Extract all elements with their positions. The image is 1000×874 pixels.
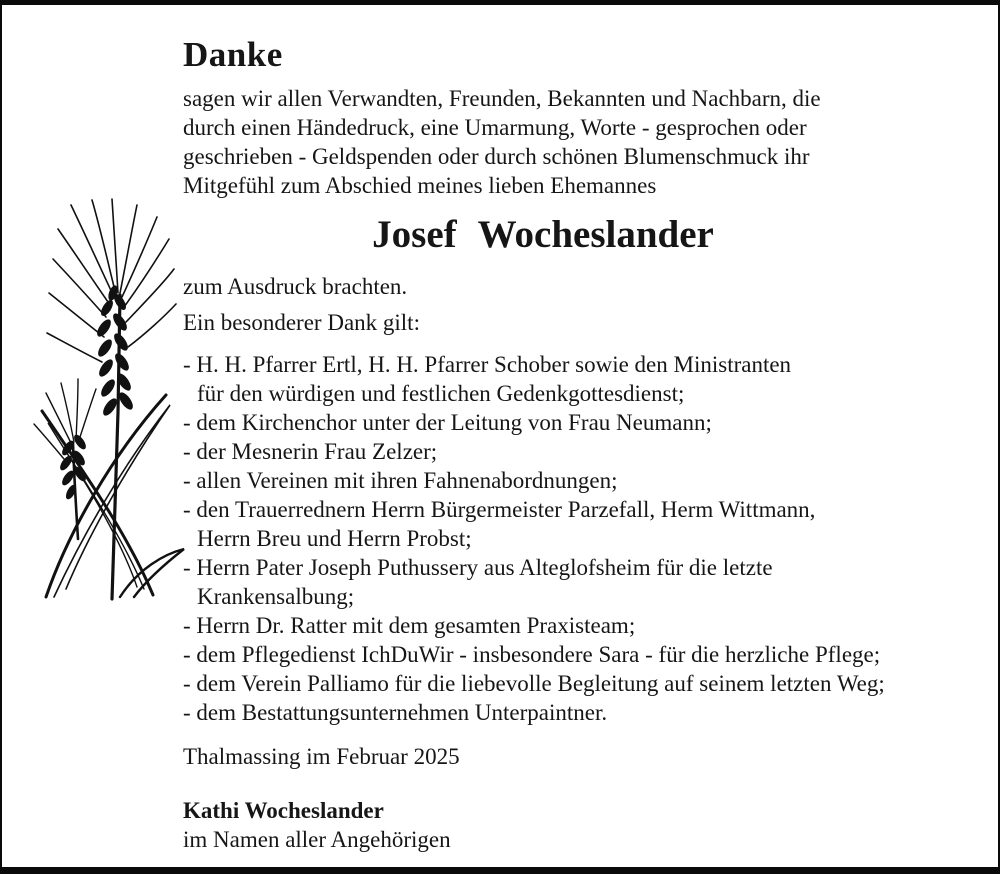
intro-line: Mitgefühl zum Abschied meines lieben Ehemannes bbox=[183, 173, 657, 198]
thanks-line: für den würdigen und festlichen Gedenkgottesdienst; bbox=[197, 381, 685, 406]
thanks-line: - Herrn Pater Joseph Puthussery aus Alteglofsheim für die letzte bbox=[183, 555, 773, 580]
after-name-text: zum Ausdruck brachten. bbox=[183, 274, 408, 299]
signature-note: im Namen aller Angehörigen bbox=[183, 827, 451, 852]
thanks-line: - dem Kirchenchor unter der Leitung von Frau Neumann; bbox=[183, 410, 712, 435]
notice-content bbox=[2, 5, 998, 854]
thanks-line: - den Trauerrednern Herrn Bürgermeister Parzefall, Herm Wittmann, bbox=[183, 497, 816, 522]
intro-line: geschrieben - Geldspenden oder durch schönen Blumenschmuck ihr bbox=[183, 144, 810, 169]
page-title: Danke bbox=[183, 35, 283, 74]
thanks-line: - Herrn Dr. Ratter mit dem gesamten Praxisteam; bbox=[183, 613, 636, 638]
thanks-heading: Ein besonderer Dank gilt: bbox=[183, 310, 420, 335]
thanks-line: - der Mesnerin Frau Zelzer; bbox=[183, 439, 438, 464]
intro-line: durch einen Händedruck, eine Umarmung, Worte - gesprochen oder bbox=[183, 115, 807, 140]
intro-line: sagen wir allen Verwandten, Freunden, Bekannten und Nachbarn, die bbox=[183, 86, 821, 111]
thanks-line: - dem Pflegedienst IchDuWir - insbesondere Sara - für die herzliche Pflege; bbox=[183, 642, 881, 667]
thanks-line: Herrn Breu und Herrn Probst; bbox=[197, 526, 472, 551]
thanks-line: Krankensalbung; bbox=[197, 584, 355, 609]
intro-paragraph bbox=[183, 84, 963, 200]
thanks-line: - H. H. Pfarrer Ertl, H. H. Pfarrer Schober sowie den Ministranten bbox=[183, 352, 792, 377]
thanks-list bbox=[183, 350, 963, 727]
thanks-line: - allen Vereinen mit ihren Fahnenabordnungen; bbox=[183, 468, 618, 493]
thanks-line: - dem Verein Palliamo für die liebevolle Begleitung auf seinem letzten Weg; bbox=[183, 671, 885, 696]
thanks-line: - dem Bestattungsunternehmen Unterpaintner. bbox=[183, 700, 608, 725]
signature-name: Kathi Wocheslander bbox=[183, 798, 384, 823]
deceased-name: Josef Wocheslander bbox=[372, 213, 714, 256]
place-date-line: Thalmassing im Februar 2025 bbox=[183, 744, 460, 769]
